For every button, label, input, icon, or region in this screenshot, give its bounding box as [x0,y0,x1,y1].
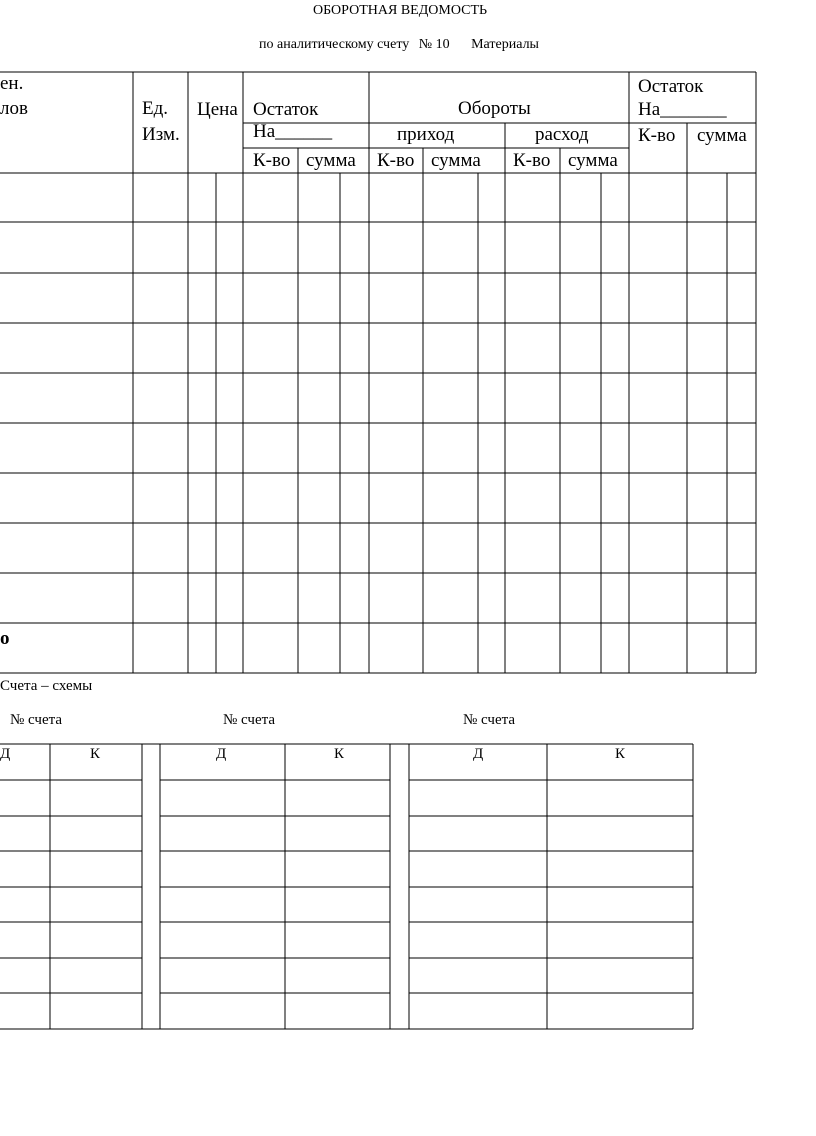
opening-sum-header: сумма [306,150,356,171]
scheme-2-account-label: № счета [223,712,276,728]
receipt-sum-header: сумма [431,150,481,171]
scheme-1-credit-header: К [90,746,101,762]
scheme-1-account-label: № счета [10,712,63,728]
account-name: Материалы [471,37,539,52]
scheme-3-credit-header: К [615,746,626,762]
unit-header-line2: Изм. [142,124,180,145]
name-col-header-line1: ен. [0,73,24,94]
subtitle-prefix: по аналитическому счету [259,37,410,52]
scheme-3-debit-header: Д [473,746,484,762]
scheme-1-debit-header: Д [0,746,11,762]
closing-balance-header-line1: Остаток [638,76,704,97]
scheme-3-account-label: № счета [463,712,516,728]
opening-balance-header-line1: Остаток [253,99,319,120]
expense-qty-header: К-во [513,150,551,171]
closing-qty-header: К-во [638,125,676,146]
opening-qty-header: К-во [253,150,291,171]
document-title: ОБОРОТНАЯ ВЕДОМОСТЬ [313,3,488,18]
expense-header: расход [535,124,589,145]
total-row-label: о [0,628,10,649]
name-col-header-line2: лов [0,98,28,119]
opening-balance-header-line2: На______ [253,121,333,142]
scheme-2-credit-header: К [334,746,345,762]
receipt-qty-header: К-во [377,150,415,171]
turnover-header: Обороты [458,98,531,119]
expense-sum-header: сумма [568,150,618,171]
scheme-2-debit-header: Д [216,746,227,762]
closing-balance-header-line2: На_______ [638,99,727,120]
receipt-header: приход [397,124,455,145]
unit-header-line1: Ед. [142,98,169,119]
account-number: № 10 [418,37,450,52]
closing-sum-header: сумма [697,125,747,146]
price-header: Цена [197,99,238,120]
schemes-title: Счета – схемы [0,678,93,694]
